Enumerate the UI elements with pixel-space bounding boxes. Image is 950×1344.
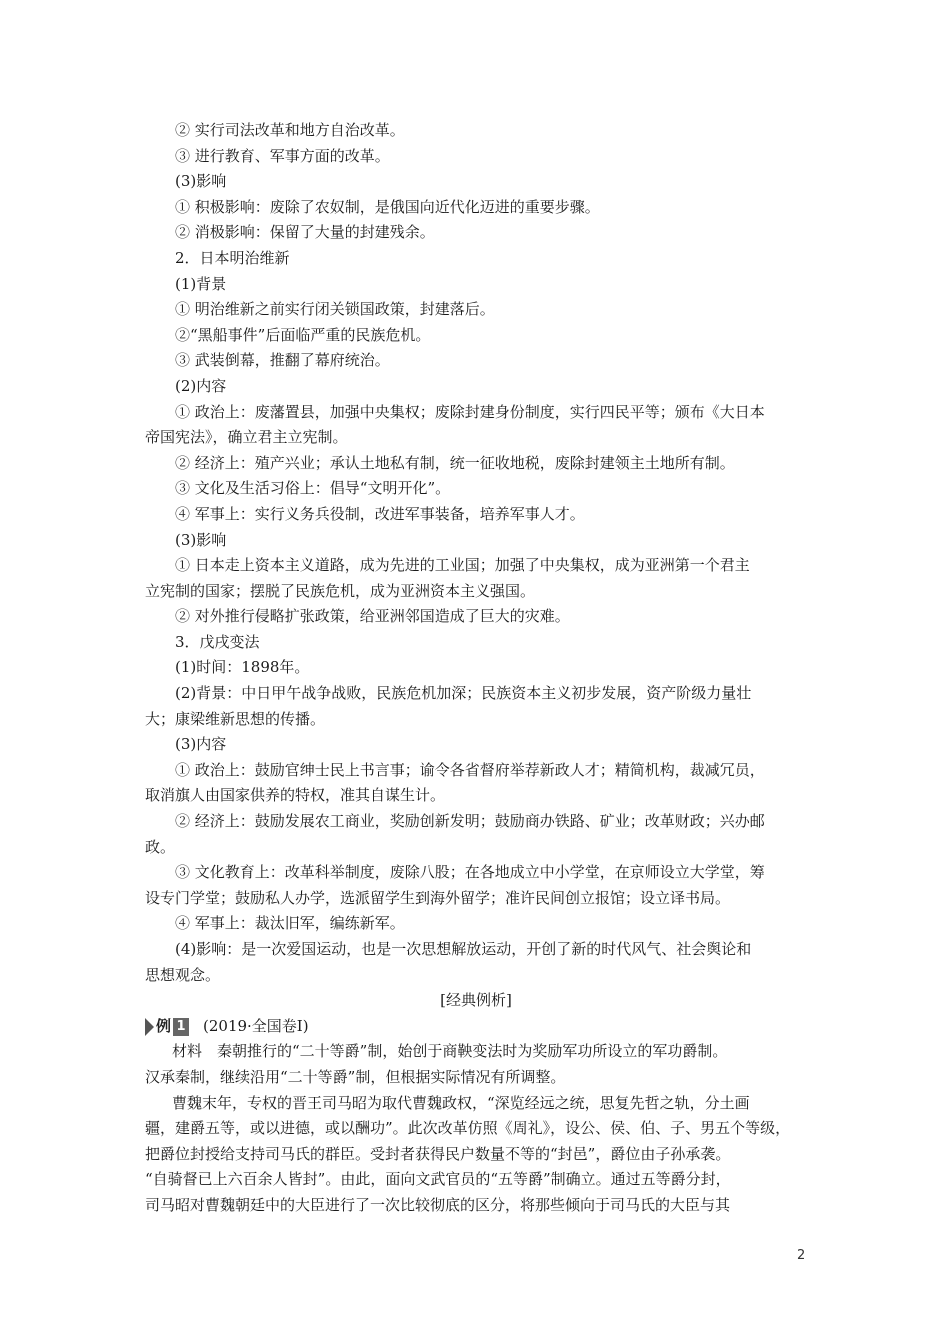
page-number: 2 (797, 1248, 806, 1263)
material-line: 把爵位封授给支持司马氏的群臣。受封者获得民户数量不等的“封邑”，爵位由子孙承袭。 (145, 1144, 731, 1163)
text-line: 思想观念。 (145, 965, 221, 984)
text-line: ③ 进行教育、军事方面的改革。 (175, 146, 390, 165)
text-line: ① 政治上：鼓励官绅士民上书言事；谕令各省督府举荐新政人才；精简机构，裁减冗员， (175, 760, 765, 779)
text-line: ① 明治维新之前实行闭关锁国政策，封建落后。 (175, 300, 495, 319)
material-line: 材料 秦朝推行的“二十等爵”制，始创于商鞅变法时为奖励军功所设立的军功爵制。 (172, 1042, 728, 1061)
text-line: (1)时间：1898年。 (175, 658, 310, 677)
section-heading: (3)影响 (175, 530, 227, 549)
text-line: ① 政治上：废藩置县，加强中央集权；废除封建身份制度，实行四民平等；颁布《大日本 (175, 402, 765, 421)
text-line: ④ 军事上：裁汰旧军，编练新军。 (175, 914, 405, 933)
text-line: (2)背景：中日甲午战争战败，民族危机加深；民族资本主义初步发展，资产阶级力量壮 (175, 684, 752, 703)
section-heading: 3．戊戌变法 (175, 632, 260, 651)
text-line: (4)影响：是一次爱国运动，也是一次思想解放运动，开创了新的时代风气、社会舆论和 (175, 940, 752, 958)
section-title: [经典例析] (440, 991, 512, 1010)
section-heading: (3)影响 (175, 172, 227, 191)
section-heading: (1)背景 (175, 274, 227, 293)
text-line: 政。 (145, 837, 176, 856)
material-line: 汉承秦制，继续沿用“二十等爵”制，但根据实际情况有所调整。 (145, 1067, 566, 1086)
section-heading: 2．日本明治维新 (175, 248, 290, 267)
triangle-icon (145, 1018, 154, 1036)
example-label: 例 (156, 1016, 172, 1035)
material-line: 司马昭对曹魏朝廷中的大臣进行了一次比较彻底的区分，将那些倾向于司马氏的大臣与其 (145, 1195, 731, 1214)
text-line: ④ 军事上：实行义务兵役制，改进军事装备，培养军事人才。 (175, 504, 585, 523)
text-line: 设专门学堂；鼓励私人办学，选派留学生到海外留学；准许民间创立报馆；设立译书局。 (145, 888, 731, 907)
material-line: 疆，建爵五等，或以进德，或以酬功”。此次改革仿照《周礼》，设公、侯、伯、子、男五个等级， (145, 1119, 791, 1138)
example-badge (145, 1017, 189, 1037)
section-heading: (2)内容 (175, 376, 227, 395)
text-line: ② 经济上：殖产兴业；承认土地私有制，统一征收地税，废除封建领主土地所有制。 (175, 453, 735, 472)
text-line: 帝国宪法》，确立君主立宪制。 (145, 428, 348, 447)
document-body (145, 118, 807, 1219)
text-line: ②“黑船事件”后面临严重的民族危机。 (175, 325, 431, 344)
text-line: ② 经济上：鼓励发展农工商业，奖励创新发明；鼓励商办铁路、矿业；改革财政；兴办邮 (175, 812, 765, 831)
text-line: 大；康梁维新思想的传播。 (145, 709, 326, 728)
text-line: ① 积极影响：废除了农奴制，是俄国向近代化迈进的重要步骤。 (175, 197, 600, 216)
text-line: ② 实行司法改革和地方自治改革。 (175, 121, 405, 139)
text-line: 取消旗人由国家供养的特权，准其自谋生计。 (145, 786, 446, 805)
material-line: “自骑督已上六百余人皆封”。由此，面向文武官员的“五等爵”制确立。通过五等爵分封， (145, 1170, 731, 1189)
text-line: ③ 文化及生活习俗上：倡导“文明开化”。 (175, 479, 451, 498)
material-line: 曹魏末年，专权的晋王司马昭为取代曹魏政权，“深览经远之统，思复先哲之轨，分土画 (172, 1093, 750, 1112)
text-line: ① 日本走上资本主义道路，成为先进的工业国；加强了中央集权，成为亚洲第一个君主 (175, 556, 750, 575)
text-line: ② 消极影响：保留了大量的封建残余。 (175, 223, 435, 242)
text-line: 立宪制的国家；摆脱了民族危机，成为亚洲资本主义强国。 (145, 581, 536, 600)
text-line: ② 对外推行侵略扩张政策，给亚洲邻国造成了巨大的灾难。 (175, 607, 570, 626)
example-source: (2019·全国卷Ⅰ) (203, 1016, 309, 1035)
example-number: 1 (173, 1018, 189, 1036)
text-line: ③ 文化教育上：改革科举制度，废除八股；在各地成立中小学堂，在京师设立大学堂，筹 (175, 863, 765, 882)
section-heading: (3)内容 (175, 735, 227, 754)
text-line: ③ 武装倒幕，推翻了幕府统治。 (175, 351, 390, 370)
example-header (145, 1014, 807, 1040)
